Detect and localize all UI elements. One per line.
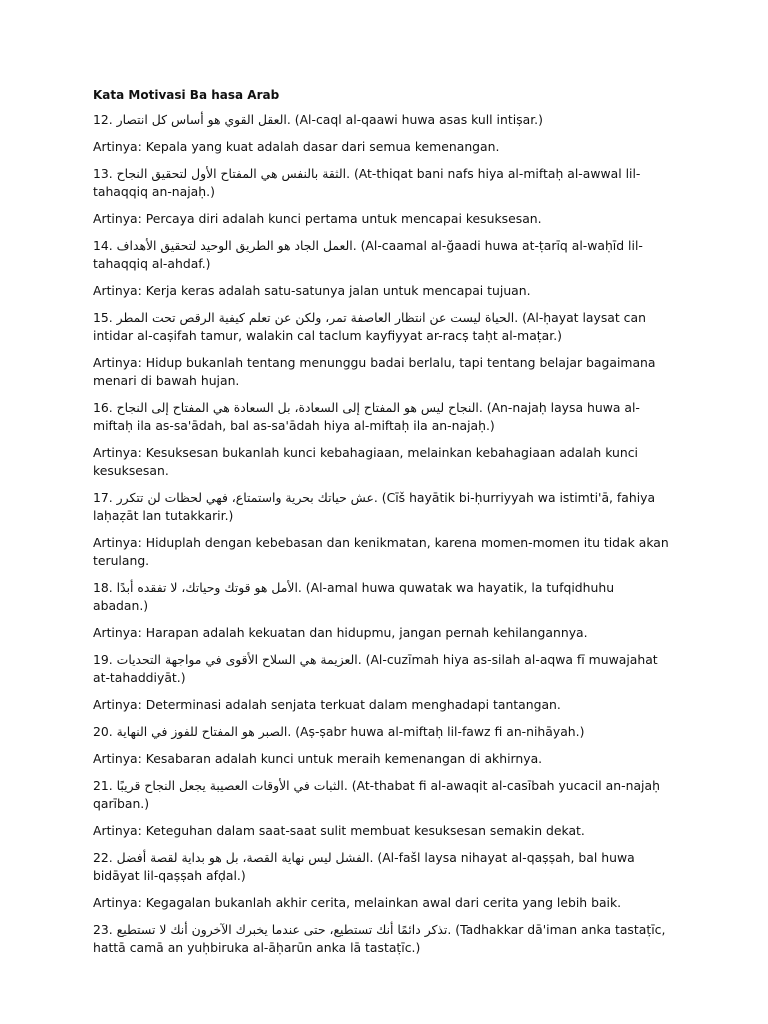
arabic-quote: الثبات في الأوقات العصيبة يجعل النجاح قريبًا [116, 778, 344, 793]
quote-number: 22. [93, 850, 117, 865]
translation-line: Artinya: Kesuksesan bukanlah kunci kebahagiaan, melainkan kebahagiaan adalah kunci kesuksesan. [93, 445, 638, 478]
translation-line: Artinya: Kegagalan bukanlah akhir cerita, melainkan awal dari cerita yang lebih baik. [93, 895, 622, 910]
quote-list [93, 111, 673, 957]
translation-line: Artinya: Kerja keras adalah satu-satunya jalan untuk mencapai tujuan. [93, 283, 531, 298]
arabic-quote: الثقة بالنفس هي المفتاح الأول لتحقيق النجاح [116, 166, 347, 181]
quote-line [93, 579, 673, 615]
transliteration: . (Aṣ-ṣabr huwa al-miftaḥ lil-fawz fi an-nihāyah.) [287, 724, 585, 739]
arabic-quote: العزيمة هي السلاح الأقوى في مواجهة التحديات [116, 652, 358, 667]
quote-number: 23. [93, 922, 117, 937]
quote-number: 19. [93, 652, 117, 667]
transliteration: . (Al-cuzīmah hiya as-silah al-aqwa fī muwajahat at-tahaddiyāt.) [93, 652, 658, 685]
translation-line: Artinya: Keteguhan dalam saat-saat sulit membuat kesuksesan semakin dekat. [93, 823, 585, 838]
translation-line: Artinya: Determinasi adalah senjata terkuat dalam menghadapi tantangan. [93, 697, 561, 712]
quote-number: 18. [93, 580, 117, 595]
document-page [93, 86, 673, 966]
transliteration: . (An-najaḥ laysa huwa al-miftaḥ ila as-sa'ādah, bal as-sa'ādah hiya al-miftaḥ ila an-najaḥ.) [93, 400, 640, 433]
arabic-quote: الأمل هو قوتك وحياتك، لا تفقده أبدًا [116, 580, 298, 595]
transliteration: . (At-thabat fi al-awaqit al-casībah yucacil an-najaḥ qarīban.) [93, 778, 660, 811]
quote-line [93, 237, 673, 273]
transliteration: . (Al-amal huwa quwatak wa hayatik, la tufqidhuhu abadan.) [93, 580, 615, 613]
quote-number: 13. [93, 166, 117, 181]
transliteration: . (Al-ḥayat laysat can intidar al-caṣifah tamur, walakin cal taclum kayfiyyat ar-racṣ taḥt al-maṭar.) [93, 310, 646, 343]
transliteration: . (Cīš hayātik bi-ḥurriyyah wa istimti'ā, fahiya laḥaẓāt lan tutakkarir.) [93, 490, 656, 523]
quote-line [93, 723, 673, 741]
quote-number: 15. [93, 310, 117, 325]
document-title: Kata Motivasi Ba hasa Arab [93, 88, 280, 102]
quote-line [93, 921, 673, 957]
quote-number: 17. [93, 490, 117, 505]
quote-number: 21. [93, 778, 117, 793]
translation-line: Artinya: Hiduplah dengan kebebasan dan kenikmatan, karena momen-momen itu tidak akan terulang. [93, 535, 669, 568]
translation-line: Artinya: Kepala yang kuat adalah dasar dari semua kemenangan. [93, 139, 500, 154]
quote-number: 20. [93, 724, 117, 739]
quote-number: 12. [93, 112, 117, 127]
transliteration: . (Al-caamal al-ğaadi huwa at-ṭarīq al-waḥīd lil-tahaqqiq al-ahdaf.) [93, 238, 643, 271]
translation-line: Artinya: Kesabaran adalah kunci untuk meraih kemenangan di akhirnya. [93, 751, 543, 766]
quote-line [93, 489, 673, 525]
arabic-quote: الصبر هو المفتاح للفوز في النهاية [116, 724, 288, 739]
translation-line: Artinya: Hidup bukanlah tentang menunggu badai berlalu, tapi tentang belajar bagaimana menari di bawah hujan. [93, 355, 656, 388]
translation-line: Artinya: Harapan adalah kekuatan dan hidupmu, jangan pernah kehilangannya. [93, 625, 588, 640]
quote-line [93, 651, 673, 687]
translation-line: Artinya: Percaya diri adalah kunci pertama untuk mencapai kesuksesan. [93, 211, 542, 226]
arabic-quote: العمل الجاد هو الطريق الوحيد لتحقيق الأهداف [116, 238, 353, 253]
arabic-quote: النجاح ليس هو المفتاح إلى السعادة، بل السعادة هي المفتاح إلى النجاح [116, 400, 479, 415]
quote-line [93, 849, 673, 885]
quote-number: 14. [93, 238, 117, 253]
transliteration: . (Tadhakkar dā'iman anka tastaṭīc, hattā camā an yuḥbiruka al-āḥarūn anka lā tastaṭīc.) [93, 922, 666, 955]
arabic-quote: الفشل ليس نهاية القصة، بل هو بداية لقصة أفضل [116, 850, 370, 865]
quote-line [93, 777, 673, 813]
quote-line [93, 309, 673, 345]
arabic-quote: العقل القوي هو أساس كل انتصار [116, 112, 287, 127]
transliteration: . (At-thiqat bani nafs hiya al-miftaḥ al-awwal lil-tahaqqiq an-najaḥ.) [93, 166, 641, 199]
arabic-quote: الحياة ليست عن انتظار العاصفة تمر، ولكن عن تعلم كيفية الرقص تحت المطر [116, 310, 515, 325]
transliteration: . (Al-caql al-qaawi huwa asas kull intiṣar.) [286, 112, 543, 127]
quote-line [93, 111, 673, 129]
quote-line [93, 399, 673, 435]
quote-number: 16. [93, 400, 117, 415]
transliteration: . (Al-fašl laysa nihayat al-qaṣṣah, bal huwa bidāyat lil-qaṣṣah afḍal.) [93, 850, 635, 883]
arabic-quote: عش حياتك بحرية واستمتاع، فهي لحظات لن تتكرر [116, 490, 374, 505]
quote-line [93, 165, 673, 201]
arabic-quote: تذكر دائمًا أنك تستطيع، حتى عندما يخبرك الآخرون أنك لا تستطيع [116, 922, 448, 937]
